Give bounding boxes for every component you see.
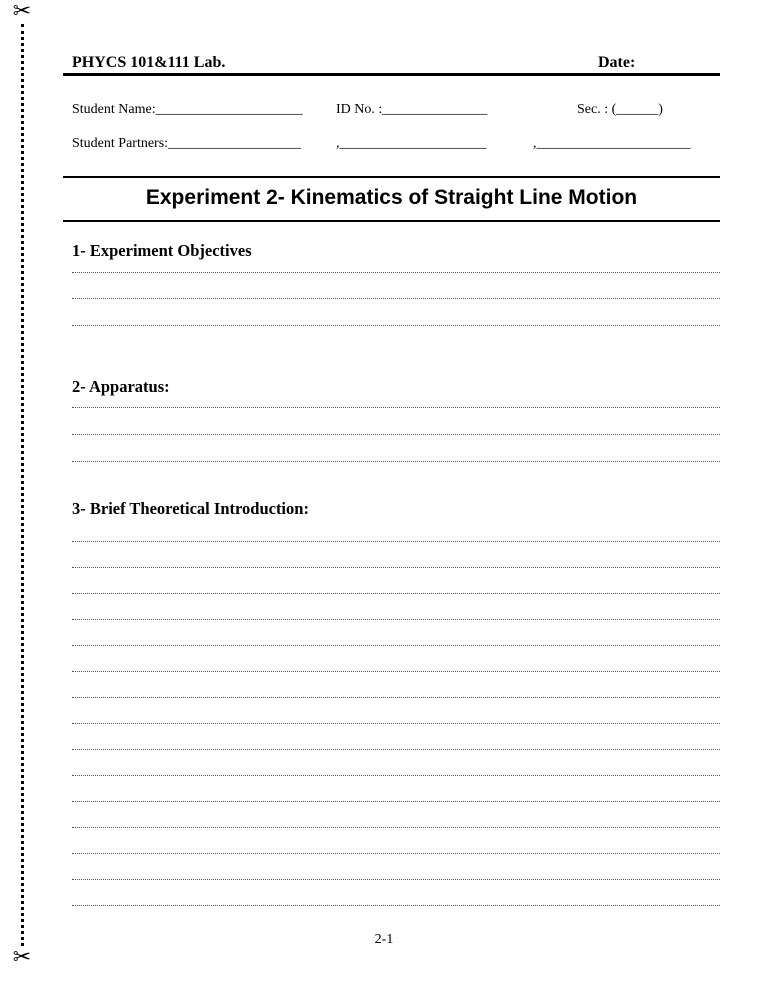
answer-line[interactable] <box>72 905 720 906</box>
section-field[interactable] <box>577 102 663 118</box>
answer-line[interactable] <box>72 619 720 620</box>
page-number: 2-1 <box>374 932 394 947</box>
scissors-icon: ✂ <box>10 946 34 970</box>
answer-line[interactable] <box>72 461 720 462</box>
scissors-icon: ✂ <box>10 0 34 24</box>
answer-line[interactable] <box>72 325 720 326</box>
answer-line[interactable] <box>72 645 720 646</box>
answer-line[interactable] <box>72 879 720 880</box>
title-rule-top <box>63 176 720 178</box>
answer-line[interactable] <box>72 827 720 828</box>
answer-line[interactable] <box>72 723 720 724</box>
partners-label: Student Partners: <box>72 136 169 151</box>
partner-3-field[interactable]: ,______________________ <box>533 136 691 151</box>
answer-line[interactable] <box>72 671 720 672</box>
answer-line[interactable] <box>72 298 720 299</box>
answer-line[interactable] <box>72 272 720 273</box>
partners-blank: ___________________ <box>168 136 302 151</box>
answer-line[interactable] <box>72 407 720 408</box>
date-label: Date: <box>598 54 636 71</box>
cut-line <box>21 24 24 952</box>
apparatus-heading: 2- Apparatus: <box>72 377 170 396</box>
answer-line[interactable] <box>72 541 720 542</box>
answer-line[interactable] <box>72 749 720 750</box>
answer-line[interactable] <box>72 775 720 776</box>
answer-line[interactable] <box>72 697 720 698</box>
id-field[interactable] <box>336 102 487 118</box>
answer-line[interactable] <box>72 801 720 802</box>
section-close: ) <box>658 102 663 117</box>
answer-line[interactable] <box>72 593 720 594</box>
section-blank: ______ <box>616 102 659 117</box>
course-title: PHYCS 101&111 Lab. <box>72 54 226 71</box>
objectives-heading: 1- Experiment Objectives <box>72 241 252 260</box>
id-blank: _______________ <box>382 102 488 117</box>
partners-field[interactable] <box>72 136 301 152</box>
header-rule <box>63 73 720 76</box>
section-label: Sec. : ( <box>577 102 617 117</box>
answer-line[interactable] <box>72 567 720 568</box>
title-rule-bottom <box>63 220 720 222</box>
answer-line[interactable] <box>72 853 720 854</box>
partner-2-field[interactable]: ,_____________________ <box>336 136 487 151</box>
student-name-label: Student Name: <box>72 102 156 117</box>
experiment-title: Experiment 2- Kinematics of Straight Line Motion <box>145 186 638 209</box>
theory-heading: 3- Brief Theoretical Introduction: <box>72 499 309 518</box>
student-name-blank: _____________________ <box>155 102 303 117</box>
id-label: ID No. : <box>336 102 383 117</box>
answer-line[interactable] <box>72 434 720 435</box>
student-name-field[interactable] <box>72 102 303 118</box>
